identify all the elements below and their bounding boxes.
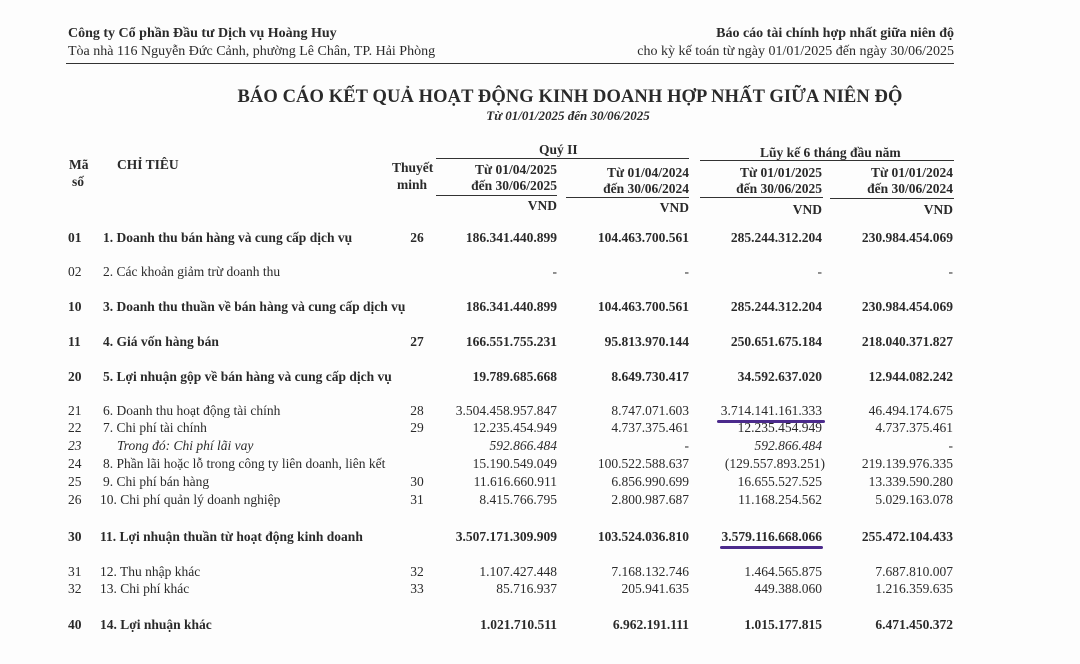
table-row [0,456,1080,474]
period-1-line1: Từ 01/04/2025 [475,162,557,177]
row-name: 2. Các khoản giảm trừ doanh thu [103,264,281,279]
period-2-line2: đến 30/06/2024 [603,181,689,196]
row-note: 26 [410,230,424,245]
row-note: 31 [410,492,424,507]
row-name: 10. Chi phí quản lý doanh nghiệp [100,492,281,507]
row-value-ytd-2024: 12.944.082.242 [868,369,953,384]
row-value-q2-2025: 186.341.440.899 [465,230,557,245]
row-code: 26 [68,492,82,507]
row-code: 40 [68,617,82,632]
table-row [0,420,1080,438]
row-value-q2-2024: 4.737.375.461 [611,420,689,435]
row-value-ytd-2024: 230.984.454.069 [861,299,953,314]
table-row [0,492,1080,510]
highlight-underline [720,546,823,549]
row-code: 01 [68,230,82,245]
col-note-label-2: minh [397,177,428,192]
period-4-rule [830,198,954,199]
row-value-ytd-2024: 7.687.810.007 [875,564,953,579]
row-code: 31 [68,564,82,579]
group-quarter-rule [436,158,689,159]
row-value-q2-2025: 85.716.937 [496,581,557,596]
row-code: 20 [68,369,82,384]
row-value-ytd-2025: 34.592.637.020 [737,369,822,384]
row-value-ytd-2024: 13.339.590.280 [868,474,953,489]
row-value-ytd-2025: 285.244.312.204 [730,299,822,314]
row-value-ytd-2024: 255.472.104.433 [861,529,953,544]
row-value-q2-2025: 3.504.458.957.847 [455,403,557,418]
report-type: Báo cáo tài chính hợp nhất giữa niên độ [716,26,954,41]
col-code-label-2: số [72,174,85,189]
row-name: 14. Lợi nhuận khác [100,617,212,632]
row-code: 30 [68,529,82,544]
period-2-line1: Từ 01/04/2024 [607,165,689,180]
row-code: 25 [68,474,82,489]
row-value-ytd-2025: 1.464.565.875 [744,564,822,579]
period-3-line2: đến 30/06/2025 [736,181,822,196]
report-period: cho kỳ kế toán từ ngày 01/01/2025 đến ngày 30/06/2025 [637,44,954,59]
table-row [0,474,1080,492]
row-value-ytd-2025: 449.388.060 [754,581,822,596]
table-row [0,403,1080,421]
table-row [0,299,1080,317]
row-value-q2-2025: 186.341.440.899 [465,299,557,314]
row-value-q2-2024: 103.524.036.810 [597,529,689,544]
row-value-ytd-2025: - [817,264,822,279]
page-title: BÁO CÁO KẾT QUẢ HOẠT ĐỘNG KINH DOANH HỢP NHẤT GIỮA NIÊN ĐỘ [237,87,903,107]
table-row [0,264,1080,282]
row-value-ytd-2024: 46.494.174.675 [868,403,953,418]
row-value-q2-2024: 205.941.635 [621,581,689,596]
period-3-unit: VND [792,202,822,217]
period-4-line2: đến 30/06/2024 [867,181,953,196]
table-row [0,369,1080,387]
period-4-line1: Từ 01/01/2024 [871,165,953,180]
row-value-q2-2025: - [552,264,557,279]
row-value-ytd-2024: 219.139.976.335 [861,456,953,471]
row-note: 28 [410,403,424,418]
group-quarter-label: Quý II [539,142,578,157]
row-value-q2-2025: 12.235.454.949 [472,420,557,435]
row-value-q2-2024: 6.962.191.111 [612,617,689,632]
row-name: 3. Doanh thu thuần về bán hàng và cung cấp dịch vụ [103,299,406,314]
row-value-ytd-2024: 4.737.375.461 [875,420,953,435]
row-name: Trong đó: Chi phí lãi vay [117,438,254,453]
row-value-ytd-2024: 230.984.454.069 [861,230,953,245]
row-code: 32 [68,581,82,596]
row-code: 23 [68,438,82,453]
row-note: 33 [410,581,424,596]
row-value-ytd-2025: 11.168.254.562 [738,492,822,507]
period-2-unit: VND [659,200,689,215]
table-row [0,617,1080,635]
period-1-unit: VND [527,198,557,213]
row-value-ytd-2024: 218.040.371.827 [861,334,953,349]
col-item-label: CHỈ TIÊU [117,157,179,172]
row-name: 1. Doanh thu bán hàng và cung cấp dịch vụ [103,230,353,245]
period-4-unit: VND [923,202,953,217]
company-address: Tòa nhà 116 Nguyễn Đức Cảnh, phường Lê Chân, TP. Hải Phòng [68,44,436,59]
row-value-q2-2024: - [684,264,689,279]
row-value-ytd-2025: 3.714.141.161.333 [720,403,822,418]
row-value-ytd-2025: 12.235.454.949 [737,420,822,435]
row-value-q2-2024: 100.522.588.637 [597,456,689,471]
row-code: 21 [68,403,82,418]
row-value-q2-2025: 19.789.685.668 [472,369,557,384]
row-value-q2-2025: 11.616.660.911 [473,474,557,489]
row-value-q2-2025: 1.107.427.448 [479,564,557,579]
row-note: 29 [410,420,424,435]
period-3-line1: Từ 01/01/2025 [740,165,822,180]
row-value-ytd-2025: 1.015.177.815 [744,617,822,632]
col-note-label-1: Thuyết [392,160,434,175]
row-code: 22 [68,420,82,435]
page-subtitle: Từ 01/01/2025 đến 30/06/2025 [486,108,650,123]
period-1-line2: đến 30/06/2025 [471,178,557,193]
period-3-rule [700,197,823,198]
row-value-ytd-2025: 250.651.675.184 [730,334,822,349]
row-value-ytd-2025: 285.244.312.204 [730,230,822,245]
row-value-q2-2024: 104.463.700.561 [597,230,689,245]
row-value-q2-2025: 15.190.549.049 [472,456,557,471]
company-name: Công ty Cổ phần Đầu tư Dịch vụ Hoàng Huy [68,26,337,41]
row-value-ytd-2024: 6.471.450.372 [875,617,953,632]
row-value-q2-2024: 8.649.730.417 [611,369,689,384]
row-name: 12. Thu nhập khác [100,564,201,579]
group-ytd-label: Lũy kế 6 tháng đầu năm [760,145,901,160]
table-row [0,230,1080,248]
row-value-q2-2024: 2.800.987.687 [611,492,689,507]
row-value-q2-2024: - [684,438,689,453]
row-value-ytd-2025: 16.655.527.525 [737,474,822,489]
row-name: 4. Giá vốn hàng bán [103,334,219,349]
period-2-rule [566,197,689,198]
row-value-ytd-2024: 1.216.359.635 [875,581,953,596]
row-name: 9. Chi phí bán hàng [103,474,210,489]
row-code: 24 [68,456,82,471]
table-row [0,334,1080,352]
col-code-label-1: Mã [69,157,89,172]
row-name: 6. Doanh thu hoạt động tài chính [103,403,281,418]
row-value-q2-2025: 8.415.766.795 [479,492,557,507]
period-1-rule [436,195,557,196]
row-value-ytd-2024: 5.029.163.078 [875,492,953,507]
row-value-ytd-2025: 592.866.484 [754,438,822,453]
row-note: 27 [410,334,424,349]
row-value-ytd-2025: 3.579.116.668.066 [721,529,822,544]
row-value-ytd-2024: - [948,264,953,279]
row-value-q2-2025: 3.507.171.309.909 [455,529,557,544]
table-row [0,529,1080,547]
row-value-q2-2025: 166.551.755.231 [465,334,557,349]
row-value-q2-2025: 592.866.484 [489,438,557,453]
row-name: 11. Lợi nhuận thuần từ hoạt động kinh doanh [100,529,363,544]
row-name: 7. Chi phí tài chính [103,420,207,435]
row-value-q2-2024: 7.168.132.746 [611,564,689,579]
table-row [0,564,1080,582]
table-row [0,438,1080,456]
table-row [0,581,1080,599]
row-value-q2-2024: 104.463.700.561 [597,299,689,314]
row-value-ytd-2025: (129.557.893.251) [724,456,825,471]
row-note: 30 [410,474,424,489]
row-code: 11 [68,334,81,349]
row-code: 02 [68,264,82,279]
row-value-ytd-2024: - [948,438,953,453]
header-divider [66,63,954,64]
row-name: 13. Chi phí khác [100,581,190,596]
row-note: 32 [410,564,424,579]
row-value-q2-2024: 8.747.071.603 [611,403,689,418]
row-value-q2-2024: 6.856.990.699 [611,474,689,489]
group-ytd-rule [700,160,954,161]
row-value-q2-2025: 1.021.710.511 [480,617,557,632]
row-name: 5. Lợi nhuận gộp về bán hàng và cung cấp dịch vụ [103,369,392,384]
row-code: 10 [68,299,82,314]
row-name: 8. Phần lãi hoặc lỗ trong công ty liên doanh, liên kết [103,456,386,471]
row-value-q2-2024: 95.813.970.144 [604,334,689,349]
